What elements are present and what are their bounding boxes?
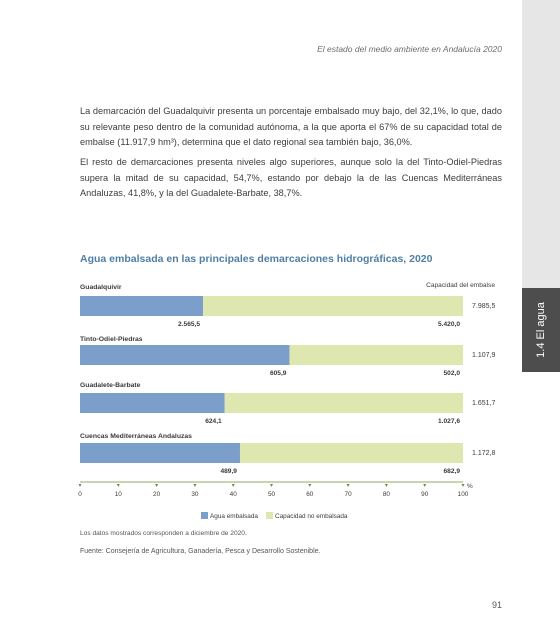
capacity-label: 1.172,8 [472, 450, 496, 457]
value-label-embalsada: 605,9 [269, 370, 287, 377]
capacity-label: 1.651,7 [472, 400, 496, 407]
x-tick-mark [385, 484, 388, 487]
value-label-embalsada: 489,9 [220, 468, 237, 475]
side-tab-label: 1.4 El agua [535, 302, 547, 358]
bar-agua-embalsada [80, 443, 240, 463]
x-tick-label: 90 [421, 491, 429, 498]
x-tick-mark [423, 484, 426, 487]
source-line: Fuente: Consejería de Agricultura, Ganadería, Pesca y Desarrollo Sostenible. [80, 548, 321, 555]
legend-swatch-embalsada [201, 512, 208, 519]
x-tick-label: 50 [267, 491, 276, 498]
bar-agua-embalsada [80, 393, 225, 413]
body-paragraph-2: El resto de demarcaciones presenta niveles algo superiores, aunque solo la del Tinto-Odiel-Piedras supera la mitad de su capacidad, 54,7%, estando por debajo la de las Cuencas Mediterráneas Andaluzas, 41,8%, y la del Guadalete-Barbate, 38,7%. [80, 157, 502, 199]
capacity-header: Capacidad del embalse [426, 282, 495, 289]
bar-capacidad-no-embalsada [225, 393, 463, 413]
page-number: 91 [491, 600, 502, 610]
bar-capacidad-no-embalsada [289, 345, 463, 365]
x-tick-mark [347, 484, 350, 487]
category-label: Guadalquivir [80, 284, 122, 291]
x-tick-mark [308, 484, 311, 487]
x-tick-label: 80 [382, 491, 390, 498]
value-label-no-embalsada: 1.027,6 [438, 418, 460, 425]
capacity-label: 1.107,9 [472, 352, 496, 359]
x-tick-label: 10 [114, 491, 122, 498]
x-tick-label: 60 [306, 491, 314, 498]
legend-label-no-embalsada: Capacidad no embalsada [275, 513, 348, 520]
chart-title: Agua embalsada en las principales demarcaciones hidrográficas, 2020 [80, 253, 433, 265]
bar-capacidad-no-embalsada [240, 443, 463, 463]
date-note: Los datos mostrados corresponden a diciembre de 2020. [80, 530, 247, 537]
category-label: Guadalete-Barbate [80, 382, 141, 389]
x-tick-label: 0 [78, 491, 82, 498]
value-label-no-embalsada: 5.420,0 [438, 321, 460, 328]
category-label: Tinto-Odiel-Piedras [80, 336, 143, 343]
x-tick-label: 30 [191, 491, 199, 498]
x-tick-mark [79, 484, 82, 487]
value-label-no-embalsada: 502,0 [443, 370, 460, 377]
x-tick-mark [462, 484, 465, 487]
x-tick-mark [232, 484, 235, 487]
x-tick-label: 20 [153, 491, 161, 498]
x-tick-mark [117, 484, 120, 487]
legend-label-embalsada: Agua embalsada [210, 513, 258, 520]
x-tick-mark [193, 484, 196, 487]
category-label: Cuencas Mediterráneas Andaluzas [80, 433, 192, 440]
x-tick-mark [155, 484, 158, 487]
legend-swatch-no-embalsada [266, 512, 273, 519]
x-tick-label: 70 [344, 491, 352, 498]
running-header: El estado del medio ambiente en Andalucía 2020 [317, 44, 502, 54]
bar-agua-embalsada [80, 345, 289, 365]
body-paragraph-1: La demarcación del Guadalquivir presenta un porcentaje embalsado muy bajo, del 32,1%, lo que, dado su relevante peso dentro de la comunidad autónoma, a la que aporta el 67% de su capacidad total de embalse (11.917,9 hm³), determina que el dato regional sea también bajo, 36,0%. [80, 106, 502, 148]
value-label-embalsada: 2.565,5 [178, 321, 201, 328]
capacity-label: 7.985,5 [472, 303, 496, 310]
value-label-embalsada: 624,1 [205, 418, 222, 425]
bar-agua-embalsada [80, 296, 203, 316]
bar-capacidad-no-embalsada [203, 296, 463, 316]
x-axis-unit: % [467, 483, 473, 490]
x-tick-label: 40 [229, 491, 237, 498]
x-tick-mark [270, 484, 273, 487]
x-tick-label: 100 [457, 491, 469, 498]
value-label-no-embalsada: 682,9 [443, 468, 460, 475]
